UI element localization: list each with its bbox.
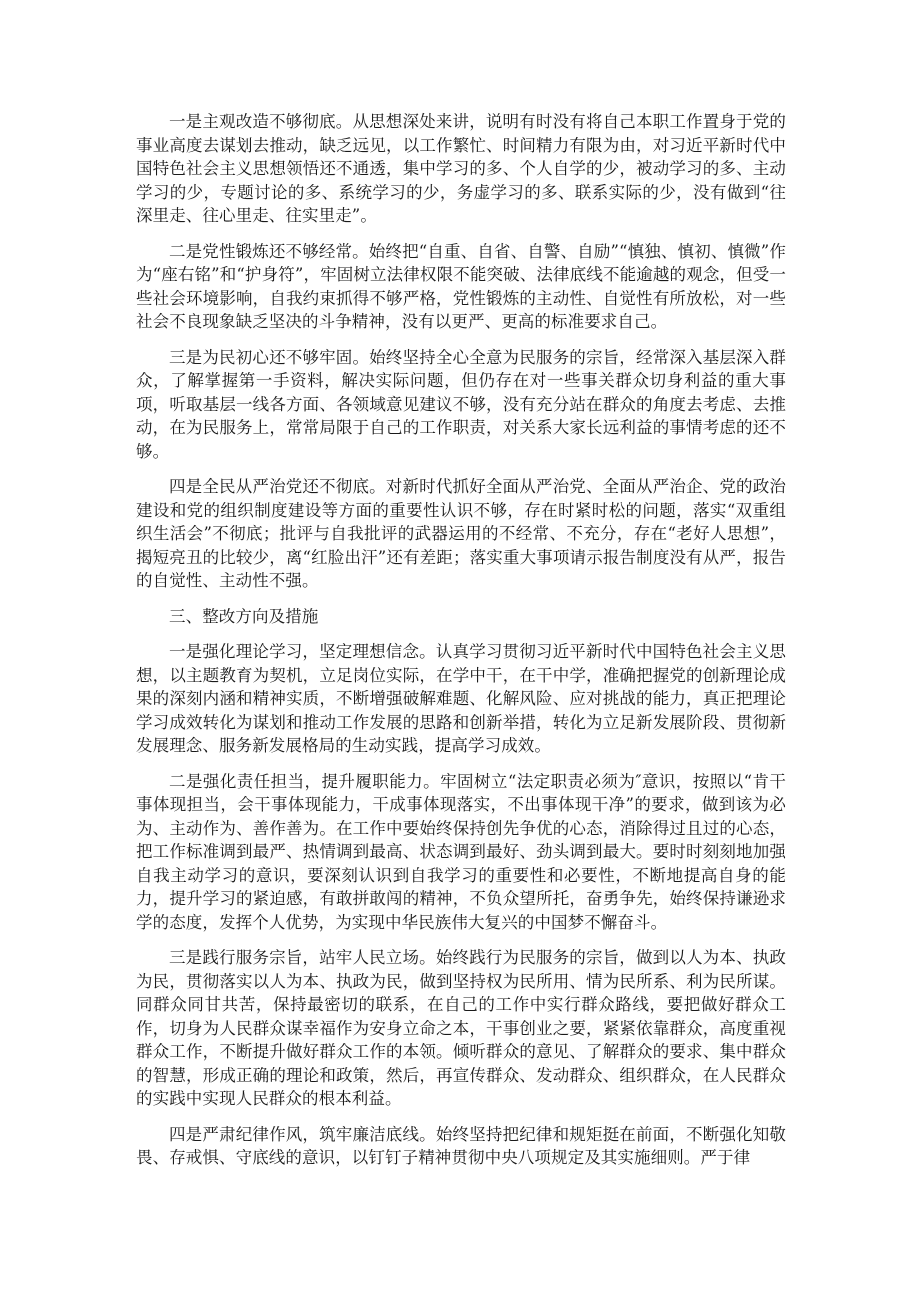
document-body (136, 110, 786, 1182)
paragraph-measure-4: 四是严肃纪律作风，筑牢廉洁底线。始终坚持把纪律和规矩挺在前面，不断强化知敬畏、存戒惧、守底线的意识，以钉钉子精神贯彻中央八项规定及其实施细则。严于律 (136, 1124, 786, 1167)
paragraph-problem-4: 四是全民从严治党还不彻底。对新时代抓好全面从严治党、全面从严治企、党的政治建设和党的组织制度建设等方面的重要性认识不够，存在时紧时松的问题，落实“双重组织生活会”不彻底；批评与自我批评的武器运用的不经常、不充分，存在“老好人思想”，揭短亮丑的比较少，离“红脸出汗”还有差距；落实重大事项请示报告制度没有从严，报告的自觉性、主动性不强。 (136, 477, 786, 590)
paragraph-problem-1: 一是主观改造不够彻底。从思想深处来讲，说明有时没有将自己本职工作置身于党的事业高度去谋划去推动，缺乏远见，以工作繁忙、时间精力有限为由，对习近平新时代中国特色社会主义思想领悟还不通透，集中学习的多、个人自学的少，被动学习的多、主动学习的少，专题讨论的多、系统学习的少，务虚学习的多、联系实际的少，没有做到“往深里走、往心里走、往实里走”。 (136, 112, 786, 225)
paragraph-measure-2: 二是强化责任担当，提升履职能力。牢固树立“法定职责必须为″意识，按照以“肯干事体现担当，会干事体现能力，干成事体现落实，不出事体现干净”的要求，做到该为必为、主动作为、善作善为。在工作中要始终保持创先争优的心态，消除得过且过的心态，把工作标准调到最严、热情调到最高、状态调到最好、劲头调到最大。要时时刻刻地加强自我主动学习的意识，要深刻认识到自我学习的重要性和必要性，不断地提高自身的能力，提升学习的紧迫感，有敢拼敢闯的精神，不负众望所托，奋勇争先，始终保持谦逊求学的态度，发挥个人优势，为实现中华民族伟大复兴的中国梦不懈奋斗。 (136, 771, 786, 932)
paragraph-problem-2: 二是党性锻炼还不够经常。始终把“自重、自省、自警、自励”“慎独、慎初、慎微”作为“座右铭”和“护身符”，牢固树立法律权限不能突破、法律底线不能逾越的观念，但受一些社会环境影响，自我约束抓得不够严格，党性锻炼的主动性、自觉性有所放松，对一些社会不良现象缺乏坚决的斗争精神，没有以更严、更高的标准要求自己。 (136, 241, 786, 331)
paragraph-problem-3: 三是为民初心还不够牢固。始终坚持全心全意为民服务的宗旨，经常深入基层深入群众，了解掌握第一手资料，解决实际问题，但仍存在对一些事关群众切身利益的重大事项，听取基层一线各方面、各领域意见建议不够，没有充分站在群众的角度去考虑、去推动，在为民服务上，常常局限于自己的工作职责，对关系大家长远利益的事情考虑的还不够。 (136, 347, 786, 461)
section-heading: 三、整改方向及措施 (169, 606, 319, 626)
paragraph-measure-1: 一是强化理论学习，坚定理想信念。认真学习贯彻习近平新时代中国特色社会主义思想，以主题教育为契机，立足岗位实际，在学中干，在干中学，准确把握党的创新理论成果的深刻内涵和精神实质，不断增强破解难题、化解风险、应对挑战的能力，真正把理论学习成效转化为谋划和推动工作发展的思路和创新举措，转化为立足新发展阶段、贯彻新发展理念、服务新发展格局的生动实践，提高学习成效。 (136, 642, 786, 755)
paragraph-measure-3: 三是践行服务宗旨，站牢人民立场。始终践行为民服务的宗旨，做到以人为本、执政为民，贯彻落实以人为本、执政为民，做到坚持权为民所用、情为民所系、利为民所谋。同群众同甘共苦，保持最密切的联系，在自己的工作中实行群众路线，要把做好群众工作，切身为人民群众谋幸福作为安身立命之本，干事创业之要，紧紧依靠群众，高度重视群众工作，不断提升做好群众工作的本领。倾听群众的意见、了解群众的要求、集中群众的智慧，形成正确的理论和政策，然后，再宣传群众、发动群众、组织群众，在人民群众的实践中实现人民群众的根本利益。 (136, 948, 786, 1108)
